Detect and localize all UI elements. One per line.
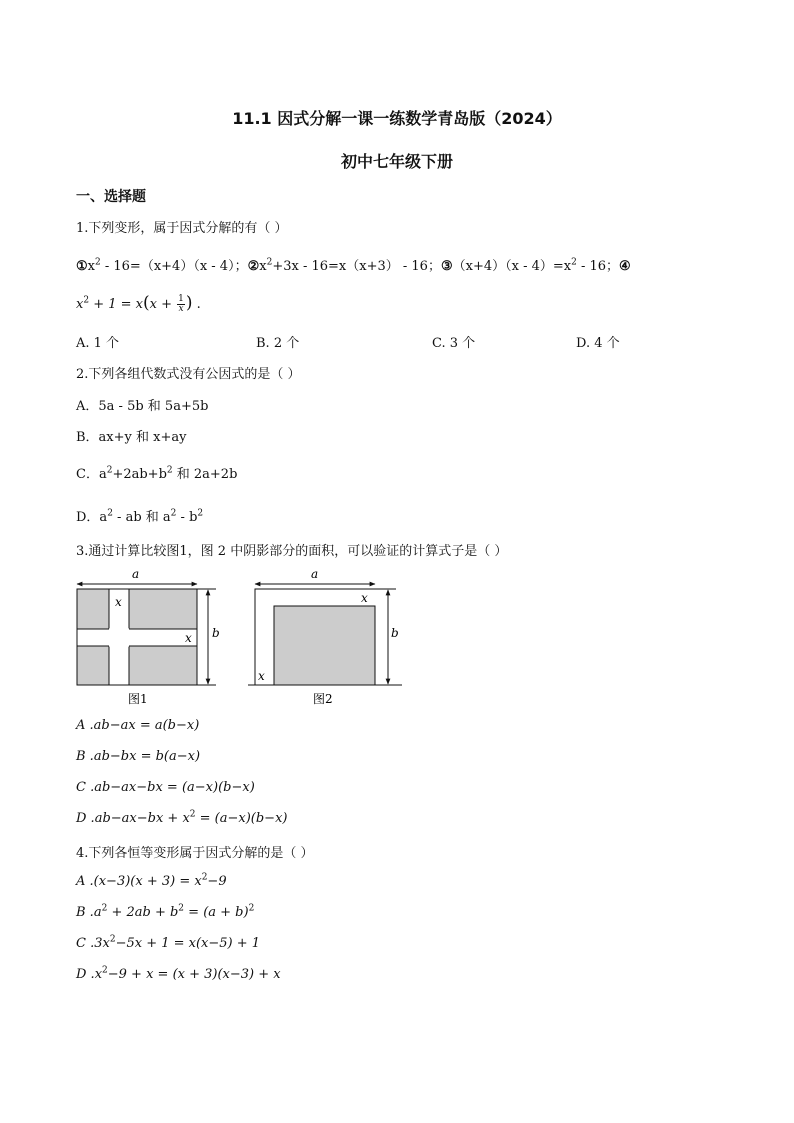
q1-mark-4: ④	[619, 259, 631, 274]
q1-option-d[interactable]: D. 4 个	[576, 336, 620, 351]
fig2-label-x-top: x	[361, 591, 368, 605]
q4-option-d[interactable]: D $.x^2-9 + x = (x + 3)(x-3) + x$	[76, 965, 281, 982]
q3-figures	[70, 562, 420, 710]
q1-mark-3: ③	[440, 259, 453, 274]
fig2-caption: 图2	[313, 692, 333, 706]
fig1-label-a: a	[132, 567, 140, 581]
q3-stem: 3.通过计算比较图1，图 2 中阴影部分的面积，可以验证的计算式子是（ ）	[76, 544, 508, 559]
fig1-horizontal-strip	[77, 629, 197, 646]
q1-mark-2: ②	[247, 259, 260, 274]
q3-option-a[interactable]: A .ab−ax = a(b−x)	[76, 718, 200, 733]
q4-option-b[interactable]: B $.a^2 + 2ab + b^2 = (a + b)^2$	[76, 903, 255, 920]
page-subtitle: 初中七年级下册	[340, 152, 453, 171]
q1-option-b[interactable]: B. 2 个	[256, 336, 300, 351]
fig1-label-x-vertical: x	[115, 595, 122, 609]
fig1-label-b: b	[212, 626, 220, 640]
q2-option-b[interactable]: B．ax+y 和 x+ay	[76, 430, 187, 445]
q1-expression-4: $x^2 + 1 = x(x$ + $\frac{1}{x}$ ) .	[76, 293, 201, 314]
q1-expressions: $①x^2 - 16=(x+4)(x - 4)$；$②x^2+3x - 16=x(x+3) - 16$；③（x+4）（x - $4)=x^2 - 16$；④	[76, 257, 631, 274]
q3-option-c[interactable]: C .ab−ax−bx = (a−x)(b−x)	[76, 780, 255, 795]
fig2-label-x-left: x	[258, 669, 265, 683]
figure-2	[248, 567, 402, 706]
fig1-label-x-horizontal: x	[185, 631, 192, 645]
q4-option-c[interactable]: C $.3x^2-5x + 1 = x(x-5) + 1$	[76, 934, 261, 951]
q3-option-d[interactable]: D $.ab-ax-bx + x^2 = (a-x)(b-x)$	[76, 809, 288, 826]
q2-option-d[interactable]: D．$a^2$ - ab 和 $a^2 - b^2$	[76, 508, 204, 525]
section-heading: 一、选择题	[76, 189, 146, 205]
q4-stem: 4.下列各恒等变形属于因式分解的是（ ）	[76, 846, 314, 861]
fraction-1-over-x: $\frac{1}{x}$	[178, 294, 184, 314]
fig2-label-a: a	[311, 567, 319, 581]
q3-option-b[interactable]: B .ab−bx = b(a−x)	[76, 749, 201, 764]
q2-stem: 2.下列各组代数式没有公因式的是（ ）	[76, 367, 301, 382]
q1-stem: 1.下列变形，属于因式分解的有（ ）	[76, 221, 288, 236]
q1-option-c[interactable]: C. 3 个	[432, 336, 476, 351]
fig1-caption: 图1	[128, 692, 148, 706]
q2-option-a[interactable]: A．5a - 5b 和 5a+5b	[76, 399, 209, 414]
q1-mark-1: ①	[76, 259, 88, 274]
q4-option-a[interactable]: A $.(x-3)(x + 3) = x^2-9$	[76, 872, 227, 889]
figure-1	[77, 567, 220, 706]
q2-option-c[interactable]: C．$a^2+2ab+b^2$ 和 2a+2b	[76, 465, 238, 482]
fig2-label-b: b	[391, 626, 399, 640]
q1-option-a[interactable]: A. 1 个	[76, 336, 120, 351]
page-title: 11.1 因式分解一课一练数学青岛版（2024）	[232, 109, 562, 128]
fig2-shaded-rect	[274, 606, 375, 685]
